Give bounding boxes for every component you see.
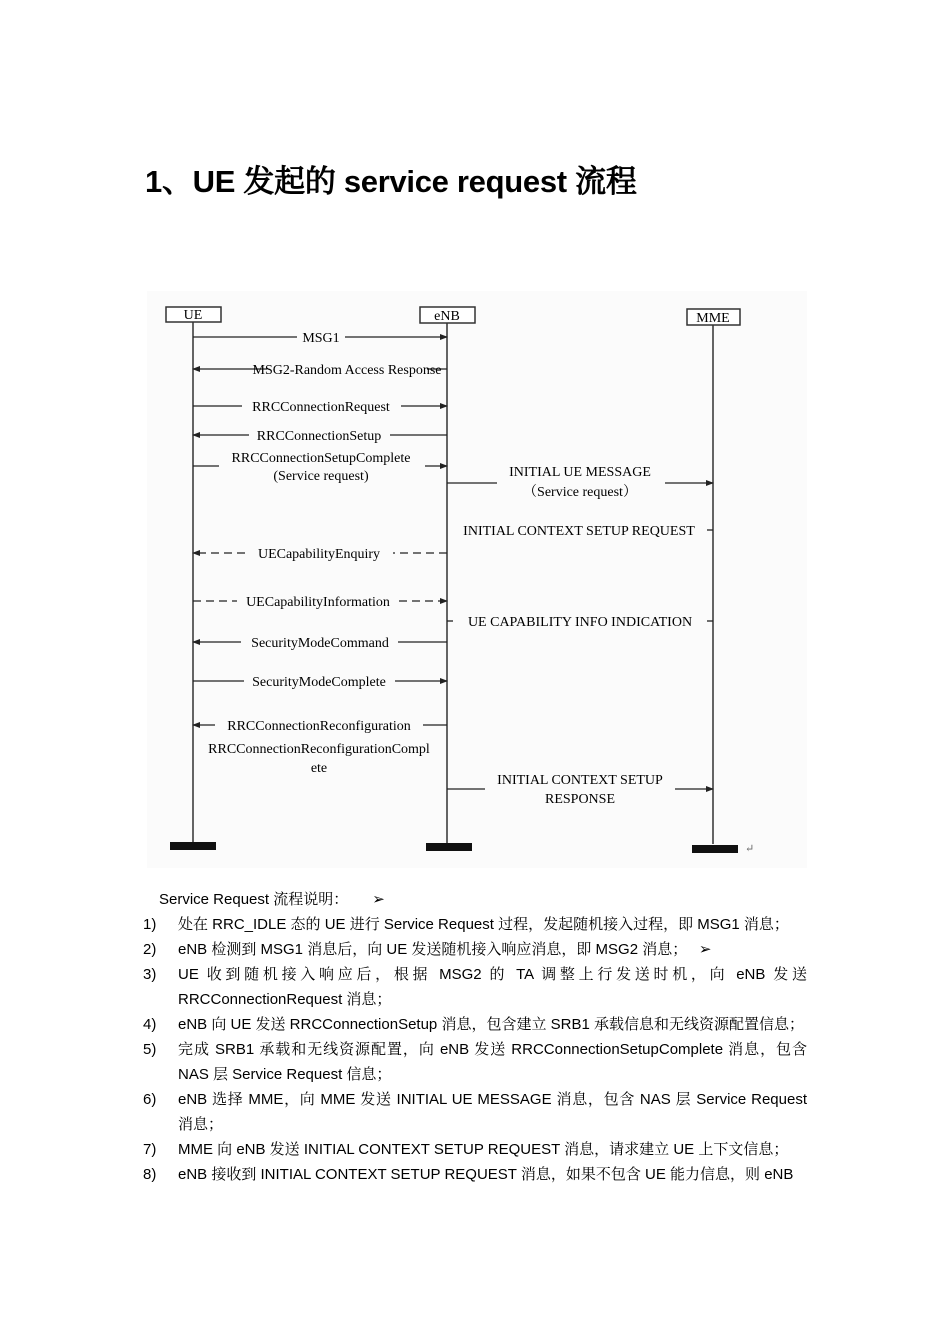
msg-label: RRCConnectionReconfiguration [227, 719, 411, 734]
msg-label: INITIAL CONTEXT SETUP REQUEST [463, 524, 695, 539]
msg-label-line2: RESPONSE [544, 792, 616, 807]
step-number: 1) [143, 916, 157, 933]
return-mark-icon: ↵ [745, 843, 755, 855]
sequence-diagram [147, 291, 807, 868]
msg-label: MSG2-Random Access Response [252, 363, 442, 378]
msg-label: RRCConnectionRequest [252, 400, 390, 415]
step-number: 2) [143, 941, 157, 958]
entity-mme-label: MME [696, 311, 730, 326]
list-item [143, 1012, 807, 1037]
entity-mme [687, 309, 740, 326]
entity-enb [420, 307, 475, 324]
msg-label: SecurityModeCommand [251, 636, 389, 651]
msg-label: MSG1 [302, 331, 340, 346]
msg-label: UECapabilityEnquiry [257, 547, 381, 562]
list-item [143, 1137, 807, 1162]
intro-text: Service Request 流程说明： [159, 891, 349, 908]
step-text: UE 收到随机接入响应后，根据 MSG2 的 TA 调整上行发送时机，向 eNB 发送 RRCConnectionRequest 消息； [178, 966, 807, 1008]
list-item [143, 962, 807, 1012]
msg-label-line2: (Service request) [273, 469, 369, 484]
description-intro [159, 888, 385, 909]
msg-label: RRCConnectionSetup [256, 429, 382, 444]
list-item [143, 1087, 807, 1137]
step-text: eNB 接收到 INITIAL CONTEXT SETUP REQUEST 消息，如果不包含 UE 能力信息，则 eNB [178, 1166, 794, 1183]
lifeline-end-enb [426, 843, 472, 851]
page-title: 1、UE 发起的 service request 流程 [145, 164, 637, 199]
step-text: MME 向 eNB 发送 INITIAL CONTEXT SETUP REQUEST 消息，请求建立 UE 上下文信息； [178, 1141, 789, 1158]
steps-list [143, 912, 807, 1187]
list-item [143, 1162, 807, 1187]
msg-label: RRCConnectionSetupComplete [231, 451, 411, 466]
entity-ue [166, 307, 221, 323]
entity-ue-label: UE [183, 308, 203, 323]
step-number: 4) [143, 1016, 157, 1033]
lifeline-end-mme [692, 845, 738, 853]
msg-label: UE CAPABILITY INFO INDICATION [467, 615, 693, 630]
step-text: eNB 检测到 MSG1 消息后，向 UE 发送随机接入响应消息，即 MSG2 消息； ➢ [178, 941, 712, 958]
bullet-arrow-icon: ➢ [372, 891, 385, 908]
step-number: 8) [143, 1166, 157, 1183]
msg-label-line2: ete [310, 761, 328, 776]
step-text: 完成 SRB1 承载和无线资源配置，向 eNB 发送 RRCConnectionSetupComplete 消息，包含 NAS 层 Service Request 信息； [178, 1041, 807, 1083]
step-text: 处在 RRC_IDLE 态的 UE 进行 Service Request 过程，发起随机接入过程，即 MSG1 消息； [178, 916, 789, 933]
msg-label: SecurityModeComplete [252, 675, 386, 690]
step-number: 7) [143, 1141, 157, 1158]
msg-label: RRCConnectionReconfigurationCompl [208, 742, 430, 757]
msg-label: INITIAL CONTEXT SETUP [497, 773, 663, 788]
step-text: eNB 向 UE 发送 RRCConnectionSetup 消息，包含建立 SRB1 承载信息和无线资源配置信息； [178, 1016, 804, 1033]
step-number: 3) [143, 966, 157, 983]
msg-label-line2: （Service request） [523, 485, 637, 500]
list-item [143, 912, 807, 937]
step-number: 6) [143, 1091, 157, 1108]
list-item [143, 1037, 807, 1087]
step-text: eNB 选择 MME，向 MME 发送 INITIAL UE MESSAGE 消息，包含 NAS 层 Service Request 消息； [178, 1091, 807, 1133]
list-item [143, 937, 807, 962]
step-number: 5) [143, 1041, 157, 1058]
msg-label: INITIAL UE MESSAGE [509, 465, 651, 480]
msg-label: UECapabilityInformation [246, 595, 390, 610]
lifeline-end-ue [170, 842, 216, 850]
entity-enb-label: eNB [434, 309, 460, 324]
